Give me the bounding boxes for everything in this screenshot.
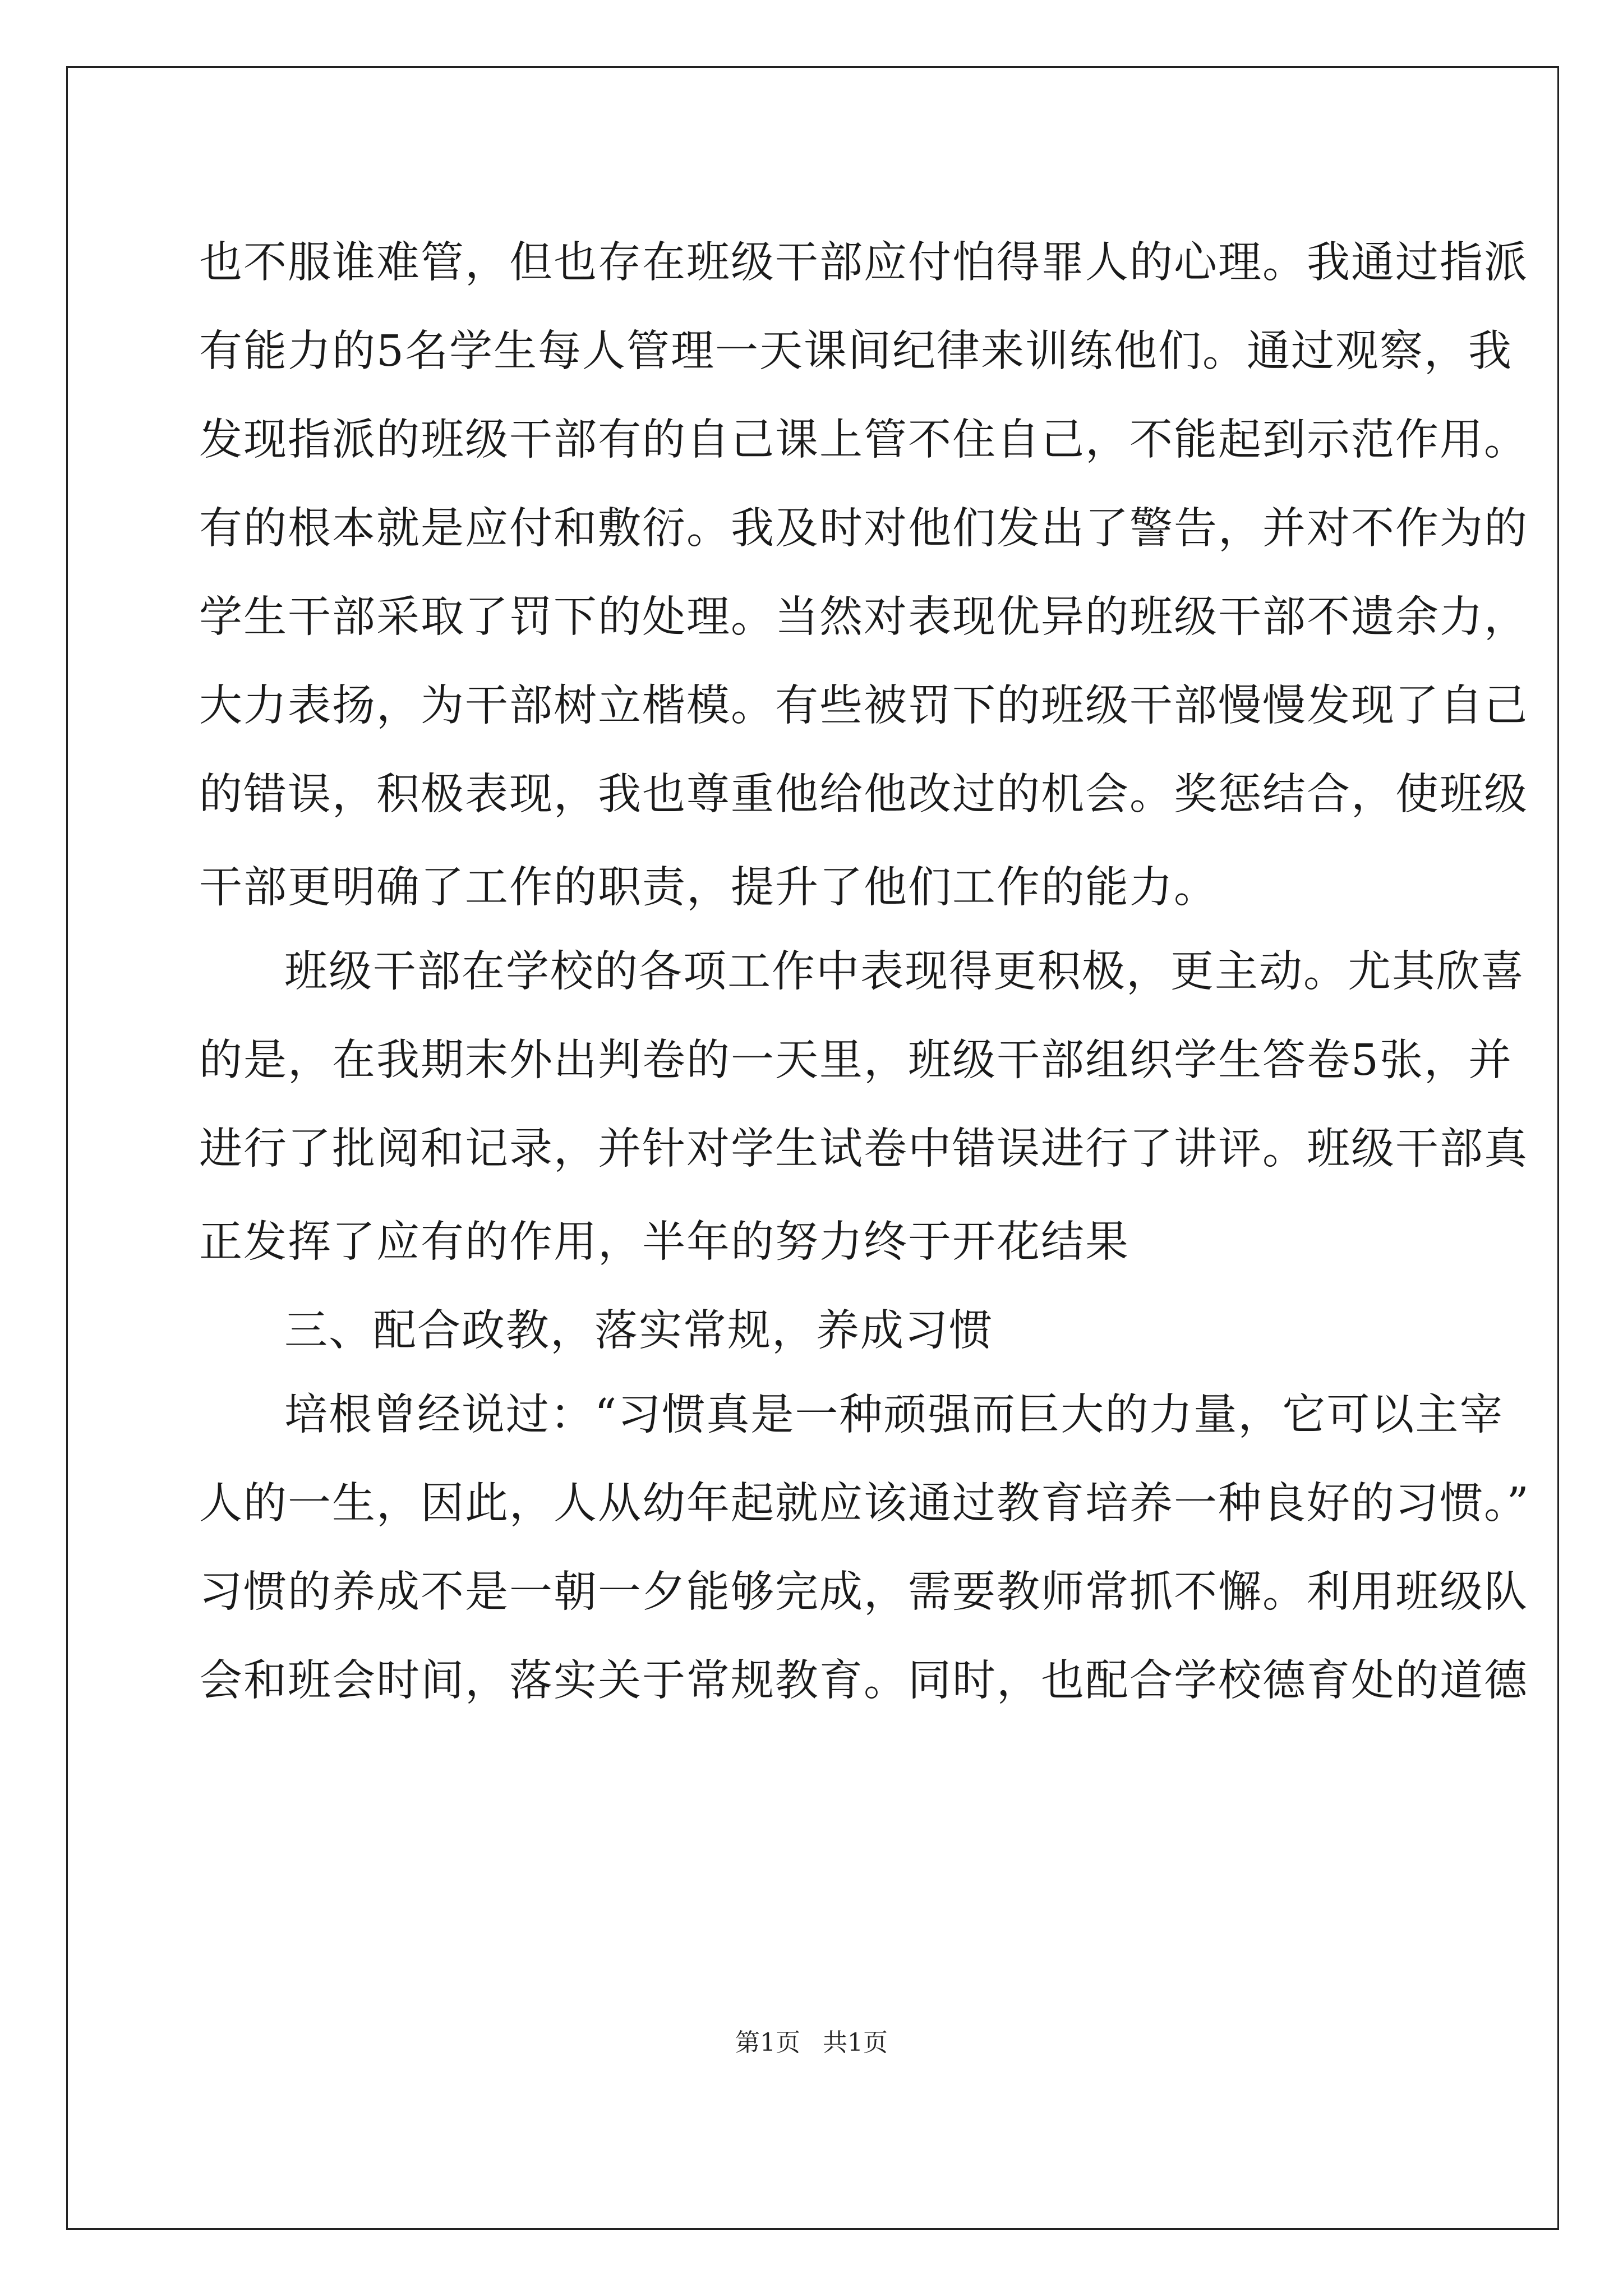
text-line: 正发挥了应有的作用，半年的努力终于开花结果 [199,1217,1129,1267]
page-number: 第1页 [735,2028,800,2057]
text-line: 的错误，积极表现，我也尊重他给他改过的机会。奖惩结合，使班级 [199,770,1528,820]
paragraph-first-line: 班级干部在学校的各项工作中表现得更积极，更主动。尤其欣喜 [284,947,1525,997]
text-line: 有能力的5名学生每人管理一天课间纪律来训练他们。通过观察，我 [199,326,1513,376]
page-footer [0,2022,1623,2058]
page-total: 共1页 [823,2028,888,2057]
paragraph-first-line: 培根曾经说过：“习惯真是一种顽强而巨大的力量，它可以主宰 [284,1390,1504,1440]
text-line: 的是，在我期末外出判卷的一天里，班级干部组织学生答卷5张，并 [199,1036,1513,1085]
text-line: 学生干部采取了罚下的处理。当然对表现优异的班级干部不遗余力， [199,592,1528,642]
text-line: 干部更明确了工作的职责，提升了他们工作的能力。 [199,862,1218,913]
text-line: 大力表扬，为干部树立楷模。有些被罚下的班级干部慢慢发现了自己 [199,681,1528,731]
text-line: 发现指派的班级干部有的自己课上管不住自己，不能起到示范作用。 [199,415,1528,465]
text-line: 有的根本就是应付和敷衍。我及时对他们发出了警告，并对不作为的 [199,504,1528,554]
text-line: 习惯的养成不是一朝一夕能够完成，需要教师常抓不懈。利用班级队 [199,1567,1528,1617]
text-line: 也不服谁难管，但也存在班级干部应付怕得罪人的心理。我通过指派 [199,238,1528,288]
document-body [199,219,1530,1726]
section-heading: 三、配合政教，落实常规，养成习惯 [284,1305,993,1356]
text-line: 人的一生，因此，人从幼年起就应该通过教育培养一种良好的习惯。” [199,1479,1530,1529]
text-line: 会和班会时间，落实关于常规教育。同时，也配合学校德育处的道德 [199,1656,1528,1706]
text-line: 进行了批阅和记录，并针对学生试卷中错误进行了讲评。班级干部真 [199,1124,1528,1174]
